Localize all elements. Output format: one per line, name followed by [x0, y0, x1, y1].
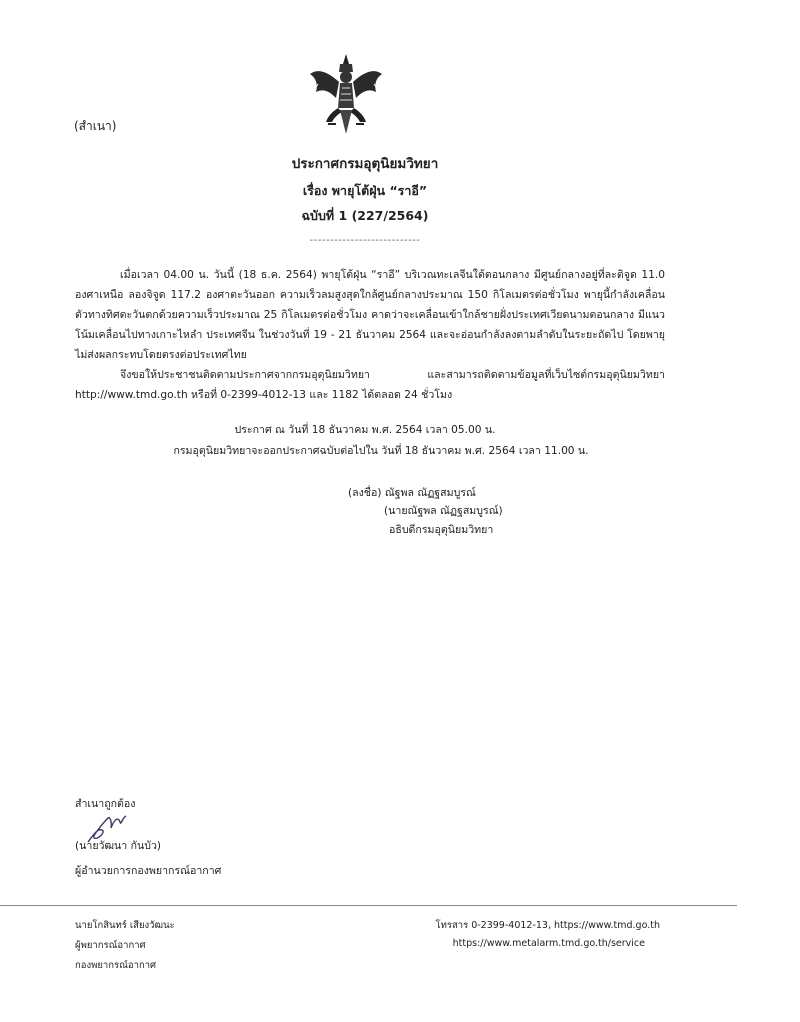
footer-divider: [0, 905, 737, 906]
header-divider: ---------------------------: [309, 235, 421, 246]
certifier-title: ผู้อำนวยการกองพยากรณ์อากาศ: [75, 865, 222, 877]
body-paragraph-1: เมื่อเวลา 04.00 น. วันนี้ (18 ธ.ค. 2564) พายุโต้ฝุ่น “ราอี” บริเวณทะเลจีนใต้ตอนกลาง มีศูนย์กลางอยู่ที่ละติจูด 11.0 องศาเหนือ ลองจิจูด 117.2 องศาตะวันออก ความเร็วลมสูงสุดใกล้ศูนย์กลางประมาณ 150 กิโลเมตรต่อชั่วโมง พายุนี้กำลังเคลื่อนตัวทางทิศตะวันตกด้วยความเร็วประมาณ 25 กิโลเมตรต่อชั่วโมง คาดว่าจะเคลื่อนเข้าใกล้ชายฝั่งประเทศเวียดนามตอนกลาง มีแนวโน้มเคลื่อนไปทางเกาะไหลำ ประเทศจีน ในช่วงวันที่ 19 - 21 ธันวาคม 2564 และจะอ่อนกำลังลงตามลำดับในระยะถัดไป โดยพายุไม่ส่งผลกระทบโดยตรงต่อประเทศไทย: [75, 269, 665, 361]
announce-date-line: ประกาศ ณ วันที่ 18 ธันวาคม พ.ศ. 2564 เวลา 05.00 น.: [234, 424, 496, 436]
footer-contact-line: โทรสาร 0-2399-4012-13, https://www.tmd.go.th: [435, 920, 660, 931]
copy-label: (สำเนา): [74, 119, 117, 133]
footer-service-url: https://www.metalarm.tmd.go.th/service: [452, 938, 645, 949]
announcement-subject: เรื่อง พายุโต้ฝุ่น “ราอี”: [302, 183, 428, 198]
certifier-name: (นายวัฒนา กันบัว): [75, 840, 162, 852]
issue-number: ฉบับที่ 1 (227/2564): [301, 208, 429, 223]
announcement-title: ประกาศกรมอุตุนิยมวิทยา: [291, 156, 439, 172]
signatory-position: อธิบดีกรมอุตุนิยมวิทยา: [389, 524, 494, 536]
signatory-name: (นายณัฐพล ณัฏฐสมบูรณ์): [384, 505, 503, 517]
footer-left-line-2: ผู้พยากรณ์อากาศ: [75, 940, 146, 951]
footer-left-line-1: นายโกสินทร์ เสียงวัฒนะ: [75, 920, 175, 931]
next-announce-line: กรมอุตุนิยมวิทยาจะออกประกาศฉบับต่อไปใน วันที่ 18 ธันวาคม พ.ศ. 2564 เวลา 11.00 น.: [173, 445, 589, 457]
garuda-emblem-icon: [306, 50, 386, 140]
certified-copy-label: สำเนาถูกต้อง: [75, 798, 136, 810]
signature-line: (ลงชื่อ) ณัฐพล ณัฏฐสมบูรณ์: [348, 487, 476, 499]
footer-left-line-3: กองพยากรณ์อากาศ: [75, 960, 157, 971]
body-paragraph-2: จึงขอให้ประชาชนติดตามประกาศจากกรมอุตุนิยมวิทยา และสามารถติดตามข้อมูลที่เว็บไซต์กรมอุตุนิยมวิทยา http://www.tmd.go.th หรือที่ 0-2399-4012-13 และ 1182 ได้ตลอด 24 ชั่วโมง: [75, 369, 665, 401]
